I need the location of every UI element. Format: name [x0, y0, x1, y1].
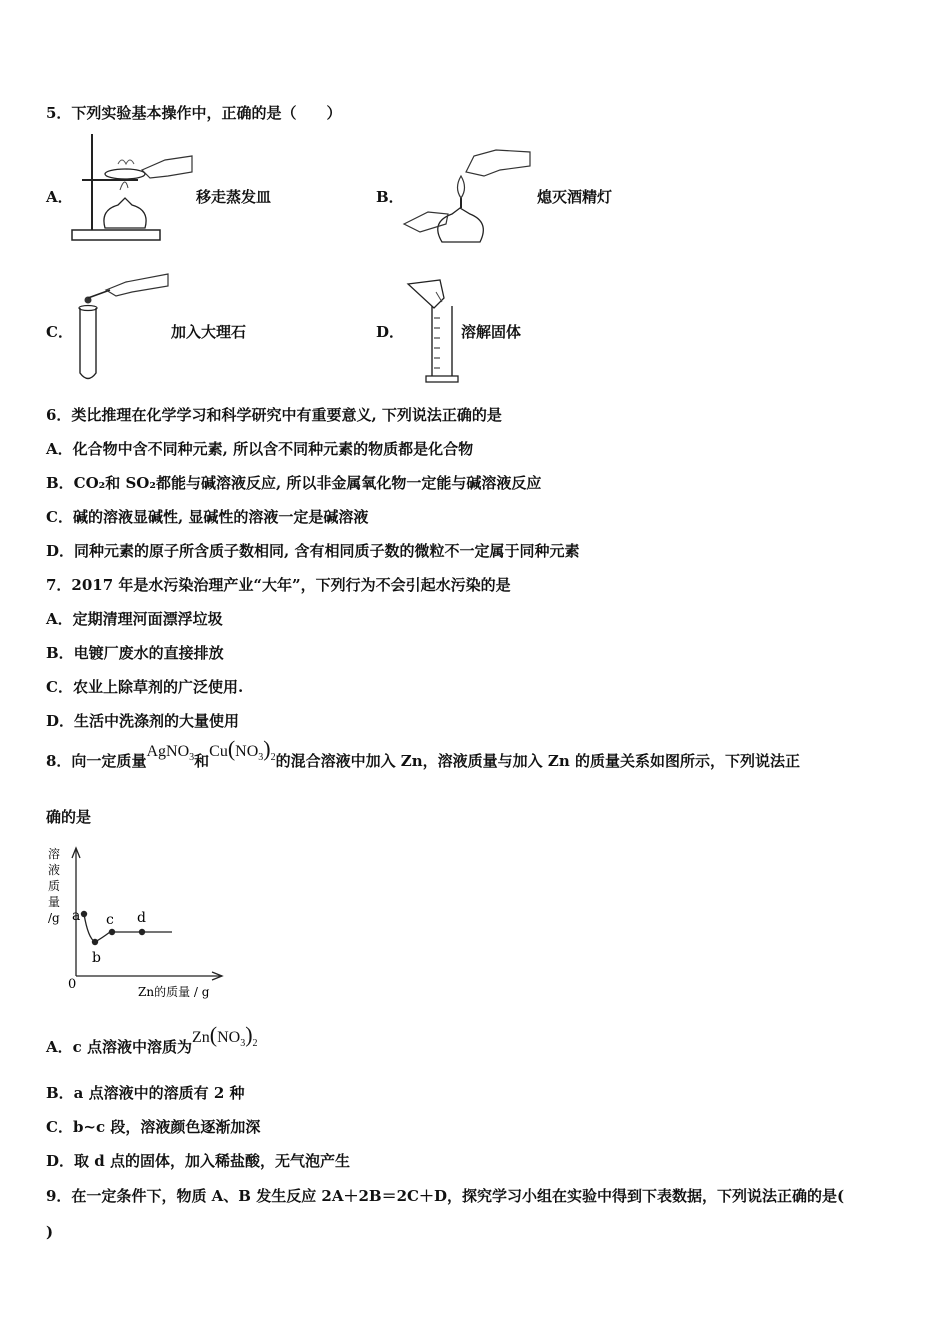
q8-option-a-text: A．c 点溶液中溶质为: [46, 1038, 192, 1056]
q6-option-c: C．碱的溶液显碱性, 显碱性的溶液一定是碱溶液: [46, 508, 369, 526]
q5-option-b-caption: 熄灭酒精灯: [537, 188, 613, 206]
q6-option-d: D．同种元素的原子所含质子数相同, 含有相同质子数的微粒不一定属于同种元素: [46, 542, 580, 560]
q8-option-d: D．取 d 点的固体，加入稀盐酸，无气泡产生: [46, 1152, 350, 1170]
agno3-main: AgNO: [146, 743, 190, 760]
q6-option-b: B．CO₂和 SO₂都能与碱溶液反应, 所以非金属氧化物一定能与碱溶液反应: [46, 474, 542, 492]
q8-option-a: [46, 1022, 258, 1059]
cuno32-inner: NO: [235, 743, 259, 760]
znno32-inner-sub: 3: [240, 1038, 246, 1050]
mass-relationship-graph: [40, 840, 240, 1005]
q7-option-a: A．定期清理河面漂浮垃圾: [46, 610, 223, 628]
q5-option-d-caption: 溶解固体: [461, 323, 522, 341]
q7-stem: 7．2017 年是水污染治理产业“大年”，下列行为不会引起水污染的是: [46, 576, 511, 594]
evaporating-dish-illustration: [70, 130, 195, 245]
q7-option-b: B．电镀厂废水的直接排放: [46, 644, 224, 662]
q9-stem-continued: ): [46, 1223, 54, 1241]
q8-option-b: B．a 点溶液中的溶质有 2 种: [46, 1084, 245, 1102]
alcohol-lamp-illustration: [400, 142, 535, 247]
q8-stem: [46, 736, 800, 773]
q5-option-c-label: C．: [46, 323, 73, 341]
cuno32-main: Cu: [209, 743, 228, 760]
graph-ylabel-3: 质: [48, 879, 61, 893]
graph-ylabel-2: 液: [48, 863, 61, 877]
q8-option-c: C．b~c 段，溶液颜色逐渐加深: [46, 1118, 261, 1136]
graph-origin: 0: [68, 977, 77, 992]
graph-ylabel-1: 溶: [48, 847, 61, 861]
q7-option-c: C．农业上除草剂的广泛使用.: [46, 678, 244, 696]
cuno32-sub: 2: [270, 752, 276, 764]
q6-option-a: A．化合物中含不同种元素, 所以含不同种元素的物质都是化合物: [46, 440, 474, 458]
graph-ylabel-5: /g: [48, 911, 60, 925]
q8-stem-mid: 和: [194, 752, 210, 770]
znno32-inner: NO: [217, 1029, 241, 1046]
znno32-main: Zn: [192, 1029, 210, 1046]
agno3-sub: 3: [189, 752, 195, 764]
q8-stem-continued: 确的是: [46, 808, 92, 826]
cuno32-formula: $Cu(NO_3)_2$: [209, 736, 276, 764]
q5-option-c-caption: 加入大理石: [171, 323, 247, 341]
q9-stem: 9．在一定条件下，物质 A、B 发生反应 2A＋2B＝2C＋D，探究学习小组在实验中得到下表数据，下列说法正确的是(: [46, 1187, 845, 1205]
graph-xlabel: Zn的质量 / g: [138, 985, 210, 999]
q7-option-d: D．生活中洗涤剂的大量使用: [46, 712, 240, 730]
q8-stem-pre: 8．向一定质量: [46, 752, 147, 770]
graph-point-c: c: [106, 912, 114, 928]
graph-point-d: d: [137, 910, 146, 926]
q5-option-d-label: D．: [376, 323, 405, 341]
q5-stem: 5．下列实验基本操作中，正确的是（ ）: [46, 104, 342, 122]
znno32-formula: $Zn(NO_3)_2$: [192, 1022, 258, 1050]
cuno32-inner-sub: 3: [258, 752, 264, 764]
q8-stem-post: 的混合溶液中加入 Zn，溶液质量与加入 Zn 的质量关系如图所示，下列说法正: [275, 752, 800, 770]
graph-point-a: a: [72, 908, 81, 924]
q5-option-b-label: B．: [376, 188, 404, 206]
agno3-formula: [146, 743, 195, 764]
graduated-cylinder-illustration: [400, 278, 460, 384]
test-tube-marble-illustration: [70, 268, 170, 386]
graph-ylabel-4: 量: [48, 895, 61, 909]
graph-point-b: b: [92, 950, 101, 966]
q5-option-a-caption: 移走蒸发皿: [196, 188, 272, 206]
znno32-sub: 2: [252, 1038, 258, 1050]
q5-option-a-label: A．: [46, 188, 73, 206]
q6-stem: 6．类比推理在化学学习和科学研究中有重要意义, 下列说法正确的是: [46, 406, 502, 424]
